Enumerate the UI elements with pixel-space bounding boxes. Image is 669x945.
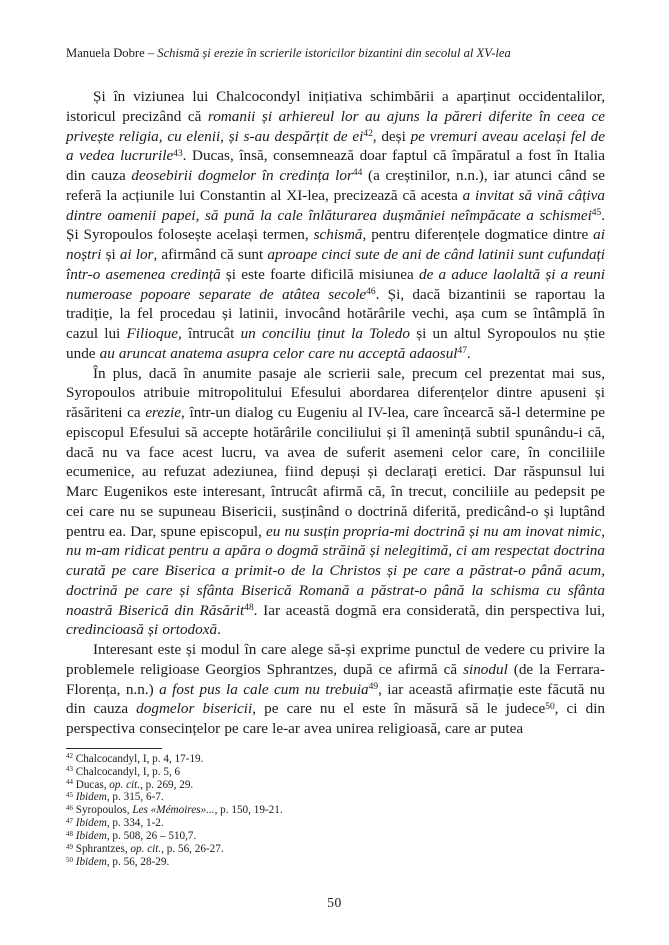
footnote: $^{50}$ Ibidem, p. 56, 28-29.	[66, 856, 170, 868]
footnote: $^{49}$ Sphrantzes, op. cit., p. 56, 26-27.	[66, 843, 224, 856]
footnote: $^{42}$ Chalcocandyl, I, p. 4, 17-19.	[66, 752, 204, 765]
footnote: $^{48}$ Ibidem, p. 508, 26 – 510,7.	[66, 830, 197, 843]
running-header: Manuela Dobre – Schismă și erezie în scrierile istoricilor bizantini din secolul al XV-lea	[66, 46, 511, 60]
footnote: $^{43}$ Chalcocandyl, I, p. 5, 6	[66, 765, 181, 778]
paragraph: Și în viziunea lui Chalcocondyl inițiativa schimbării a aparținut occidentalilor, istoricul precizând că romanii și arhiereul lor au ajuns la păreri diferite în ceea ce privește religia, cu elenii, și s-au despărțit de $ei^{42}$, deși pe vremuri aveau același fel de a vedea lucrurile$^{43}$. Ducas, însă, consemnează doar faptul că împăratul a fost în Italia din cauza deosebirii dogmelor în credința lor$^{44}$ (a creștinilor, n.n.), iar atunci când se referă la acțiunile lui Constantin al XI-lea, precizează că acesta a invitat să vină câțiva dintre oamenii papei, să pună la cale înlăturarea dușmăniei neîmpăcate a schismei$^{45}$. Și Syropoulos folosește același termen, schismă, pentru diferențele dogmatice dintre ai noștri și ai lor, afirmând că sunt aproape cinci sute de ani de când latinii sunt cufundați într-o asemenea credință și este foarte dificilă misiunea de a aduce laolaltă și a reuni numeroase popoare separate de atâtea secole$^{46}$. Și, dacă bizantinii se raportau la tradiție, la fel procedau și latinii, invocând hotărârile vechi, așa cum se întâmplă în cazul lui Filioque, întrucât un conciliu ținut la Toledo și un altul Syropoulos nu știe unde au aruncat anatema asupra celor care nu acceptă adaosul$^{47}$.	[66, 88, 606, 362]
paragraph: Interesant este și modul în care alege să-și exprime punctul de vedere cu privire la problemele religioase Georgios Sphrantzes, după ce afirmă că sinodul (de la Ferrara-Florența, n.n.) a fost pus la cale cum nu trebuia$^{49}$, iar această afirmație este făcută nu din cauza dogmelor bisericii, pe care nu el este în măsură să le judece$^{50}$, ci din perspectiva consecințelor pe care le-ar avea unirea religioasă, care ar putea	[66, 641, 606, 737]
footnote: $^{45}$ Ibidem, p. 315, 6-7.	[66, 791, 164, 804]
footnote: $^{47}$ Ibidem, p. 334, 1-2.	[66, 817, 164, 830]
footnote: $^{46}$ Syropoulos, Les «Mémoires»..., p. 150, 19-21.	[66, 804, 283, 817]
paragraph: În plus, dacă în anumite pasaje ale scrierii sale, precum cel prezentat mai sus, Syropoulos atribuie mitropolitului Efesului abordarea diferențelor dintre apuseni și răsăriteni ca erezie, într-un dialog cu Eugeniu al IV-lea, care încearcă să-l determine pe episcopul Efesului să accepte hotărârile conciliului și îl amenință subtil spunându-i că, dacă nu va face acest lucru, va avea de suferit asemeni celor care, în conciliile ecumenice, au refuzat adeziunea, fiind depuși și declarați eretici. Dar răspunsul lui Marc Eugenikos este interesant, întrucât afirmă că, în trecut, conciliile au pedepsit pe cei care nu se supuneau Bisericii, susținând o doctrină diferită, predicând-o și luptând pentru ea. Dar, spune episcopul, eu nu susțin propria-mi doctrină și nu am inovat nimic, nu m-am ridicat pentru a apăra o dogmă străină și nelegitimă, ci am respectat doctrina curată pe care Biserica a primit-o de la Christos și pe care a păstrat-o până acum, doctrină pe care și sfânta Biserică Romană a păstrat-o până la schisma cu sfânta noastră Biserică din Răsărit$^{48}$. Iar această dogmă era considerată, din perspectiva lui, credincioasă și ortodoxă.	[66, 364, 605, 639]
footnote: $^{44}$ Ducas, op. cit., p. 269, 29.	[66, 778, 194, 791]
footnote-separator-rule	[66, 748, 162, 749]
page-number: 50	[327, 895, 342, 910]
body-text	[66, 87, 605, 739]
footnotes	[66, 753, 605, 869]
